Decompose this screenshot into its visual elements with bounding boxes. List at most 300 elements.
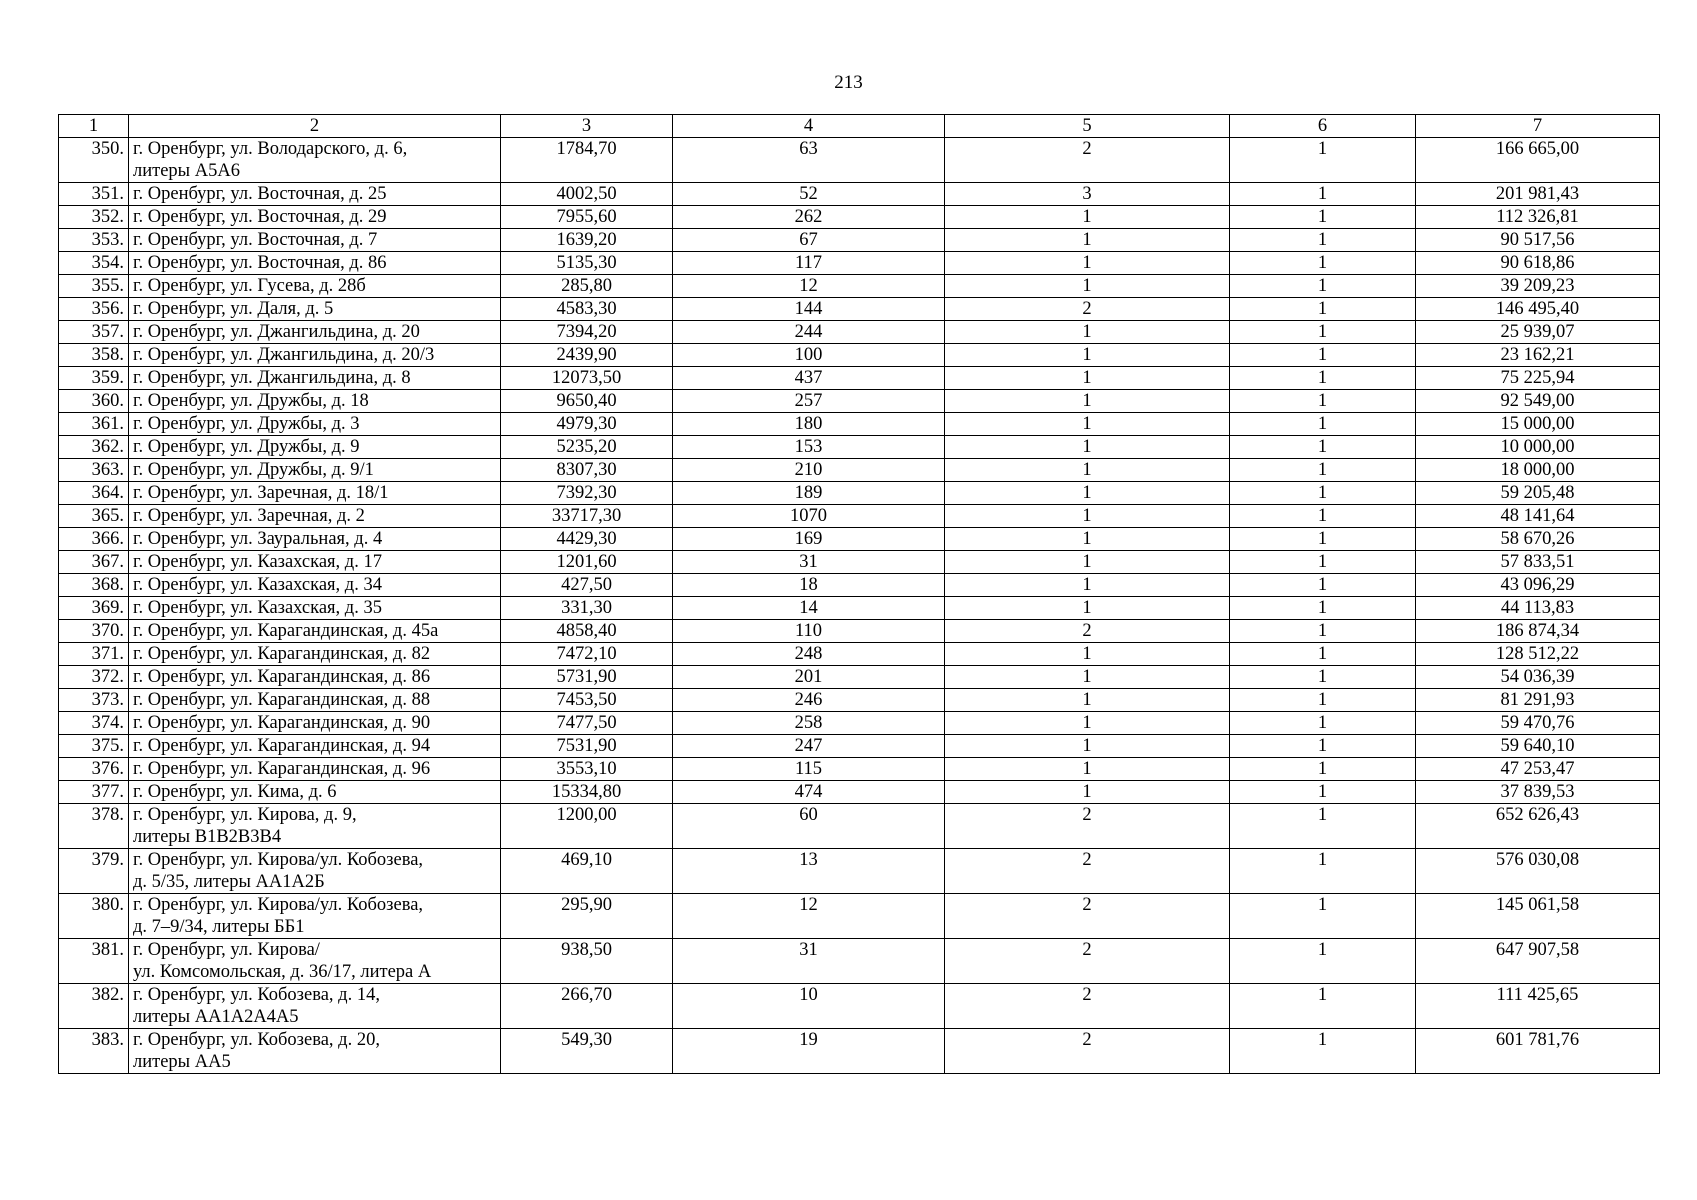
col7-cell: 112 326,81: [1416, 206, 1660, 229]
col3-cell: 8307,30: [501, 459, 673, 482]
col3-cell: 7472,10: [501, 643, 673, 666]
col4-cell: 1070: [673, 505, 945, 528]
col4-cell: 257: [673, 390, 945, 413]
table-row: [59, 735, 1660, 758]
header-cell-4: 4: [673, 115, 945, 138]
col5-cell: 2: [945, 984, 1230, 1029]
col5-cell: 1: [945, 413, 1230, 436]
col5-cell: 1: [945, 781, 1230, 804]
col7-cell: 25 939,07: [1416, 321, 1660, 344]
row-number-cell: 365.: [59, 505, 129, 528]
col7-cell: 44 113,83: [1416, 597, 1660, 620]
col7-cell: 201 981,43: [1416, 183, 1660, 206]
col3-cell: 2439,90: [501, 344, 673, 367]
col6-cell: 1: [1230, 939, 1416, 984]
col6-cell: 1: [1230, 689, 1416, 712]
col5-cell: 1: [945, 206, 1230, 229]
address-cell: [129, 849, 501, 894]
col6-cell: 1: [1230, 551, 1416, 574]
row-number-cell: 372.: [59, 666, 129, 689]
address-cell: [129, 551, 501, 574]
row-number-cell: 366.: [59, 528, 129, 551]
col6-cell: 1: [1230, 849, 1416, 894]
page-number: 213: [834, 72, 863, 93]
address-cell: [129, 689, 501, 712]
header-cell-5: 5: [945, 115, 1230, 138]
col3-cell: 12073,50: [501, 367, 673, 390]
col7-cell: 59 205,48: [1416, 482, 1660, 505]
col3-cell: 4002,50: [501, 183, 673, 206]
col4-cell: 437: [673, 367, 945, 390]
address-cell: [129, 574, 501, 597]
address-cell: [129, 712, 501, 735]
col7-cell: 90 618,86: [1416, 252, 1660, 275]
address-line: г. Оренбург, ул. Джангильдина, д. 20: [133, 322, 420, 342]
address-line: г. Оренбург, ул. Казахская, д. 17: [133, 552, 382, 572]
col5-cell: 1: [945, 344, 1230, 367]
col6-cell: 1: [1230, 643, 1416, 666]
col7-cell: 186 874,34: [1416, 620, 1660, 643]
col7-cell: 59 640,10: [1416, 735, 1660, 758]
row-number-cell: 350.: [59, 138, 129, 183]
address-line-continued: ул. Комсомольская, д. 36/17, литера А: [133, 962, 432, 982]
table-row: [59, 781, 1660, 804]
row-number-cell: 374.: [59, 712, 129, 735]
col4-cell: 31: [673, 551, 945, 574]
header-cell-1: 1: [59, 115, 129, 138]
col4-cell: 67: [673, 229, 945, 252]
col5-cell: 1: [945, 367, 1230, 390]
address-cell: [129, 275, 501, 298]
row-number-cell: 380.: [59, 894, 129, 939]
col6-cell: 1: [1230, 1029, 1416, 1074]
col4-cell: 144: [673, 298, 945, 321]
col6-cell: 1: [1230, 275, 1416, 298]
col4-cell: 63: [673, 138, 945, 183]
col3-cell: 7477,50: [501, 712, 673, 735]
address-cell: [129, 781, 501, 804]
col4-cell: 169: [673, 528, 945, 551]
address-cell: [129, 183, 501, 206]
table-row: [59, 344, 1660, 367]
col6-cell: 1: [1230, 666, 1416, 689]
col5-cell: 1: [945, 528, 1230, 551]
col6-cell: 1: [1230, 597, 1416, 620]
col3-cell: 7453,50: [501, 689, 673, 712]
col7-cell: 128 512,22: [1416, 643, 1660, 666]
row-number-cell: 358.: [59, 344, 129, 367]
address-line: г. Оренбург, ул. Казахская, д. 35: [133, 598, 382, 618]
col4-cell: 117: [673, 252, 945, 275]
col5-cell: 1: [945, 666, 1230, 689]
address-line: г. Оренбург, ул. Джангильдина, д. 20/3: [133, 345, 435, 365]
address-line: г. Оренбург, ул. Восточная, д. 86: [133, 253, 387, 273]
col4-cell: 474: [673, 781, 945, 804]
row-number-cell: 357.: [59, 321, 129, 344]
address-cell: [129, 298, 501, 321]
address-line: г. Оренбург, ул. Карагандинская, д. 96: [133, 759, 431, 779]
row-number-cell: 376.: [59, 758, 129, 781]
table-row: [59, 894, 1660, 939]
col4-cell: 153: [673, 436, 945, 459]
table-row: [59, 390, 1660, 413]
col5-cell: 2: [945, 138, 1230, 183]
address-cell: [129, 413, 501, 436]
col5-cell: 2: [945, 939, 1230, 984]
col7-cell: 90 517,56: [1416, 229, 1660, 252]
address-cell: [129, 229, 501, 252]
col4-cell: 100: [673, 344, 945, 367]
col3-cell: 266,70: [501, 984, 673, 1029]
col7-cell: 576 030,08: [1416, 849, 1660, 894]
col6-cell: 1: [1230, 482, 1416, 505]
col4-cell: 10: [673, 984, 945, 1029]
col5-cell: 1: [945, 390, 1230, 413]
col7-cell: 10 000,00: [1416, 436, 1660, 459]
row-number-cell: 364.: [59, 482, 129, 505]
row-number-cell: 375.: [59, 735, 129, 758]
col3-cell: 4979,30: [501, 413, 673, 436]
row-number-cell: 355.: [59, 275, 129, 298]
col5-cell: 2: [945, 894, 1230, 939]
col7-cell: 146 495,40: [1416, 298, 1660, 321]
row-number-cell: 379.: [59, 849, 129, 894]
col3-cell: 7955,60: [501, 206, 673, 229]
address-line: г. Оренбург, ул. Заречная, д. 2: [133, 506, 365, 526]
col3-cell: 33717,30: [501, 505, 673, 528]
col7-cell: 75 225,94: [1416, 367, 1660, 390]
col4-cell: 210: [673, 459, 945, 482]
col6-cell: 1: [1230, 804, 1416, 849]
address-line: г. Оренбург, ул. Восточная, д. 29: [133, 207, 387, 227]
col5-cell: 1: [945, 459, 1230, 482]
address-line: г. Оренбург, ул. Зауральная, д. 4: [133, 529, 383, 549]
row-number-cell: 369.: [59, 597, 129, 620]
col4-cell: 14: [673, 597, 945, 620]
col7-cell: 59 470,76: [1416, 712, 1660, 735]
address-cell: [129, 984, 501, 1029]
col4-cell: 31: [673, 939, 945, 984]
address-cell: [129, 206, 501, 229]
col5-cell: 1: [945, 482, 1230, 505]
col5-cell: 1: [945, 275, 1230, 298]
table-row: [59, 939, 1660, 984]
header-cell-2: 2: [129, 115, 501, 138]
address-cell: [129, 459, 501, 482]
col7-cell: 47 253,47: [1416, 758, 1660, 781]
row-number-cell: 353.: [59, 229, 129, 252]
col4-cell: 13: [673, 849, 945, 894]
address-line-continued: д. 7–9/34, литеры ББ1: [133, 917, 305, 937]
address-line: г. Оренбург, ул. Казахская, д. 34: [133, 575, 382, 595]
table-row: [59, 275, 1660, 298]
address-cell: [129, 620, 501, 643]
row-number-cell: 383.: [59, 1029, 129, 1074]
address-cell: [129, 758, 501, 781]
header-cell-6: 6: [1230, 115, 1416, 138]
col6-cell: 1: [1230, 459, 1416, 482]
col6-cell: 1: [1230, 436, 1416, 459]
address-cell: [129, 643, 501, 666]
address-line: г. Оренбург, ул. Карагандинская, д. 94: [133, 736, 431, 756]
col4-cell: 244: [673, 321, 945, 344]
col3-cell: 1200,00: [501, 804, 673, 849]
col3-cell: 15334,80: [501, 781, 673, 804]
row-number-cell: 351.: [59, 183, 129, 206]
address-cell: [129, 939, 501, 984]
address-cell: [129, 344, 501, 367]
col6-cell: 1: [1230, 229, 1416, 252]
col7-cell: 111 425,65: [1416, 984, 1660, 1029]
address-line: г. Оренбург, ул. Джангильдина, д. 8: [133, 368, 411, 388]
table-row: [59, 436, 1660, 459]
address-cell: [129, 367, 501, 390]
col6-cell: 1: [1230, 758, 1416, 781]
col3-cell: 549,30: [501, 1029, 673, 1074]
table-row: [59, 229, 1660, 252]
col4-cell: 19: [673, 1029, 945, 1074]
table-row: [59, 666, 1660, 689]
col5-cell: 1: [945, 597, 1230, 620]
address-line: г. Оренбург, ул. Карагандинская, д. 45а: [133, 621, 439, 641]
col6-cell: 1: [1230, 505, 1416, 528]
col4-cell: 248: [673, 643, 945, 666]
address-line: г. Оренбург, ул. Карагандинская, д. 82: [133, 644, 431, 664]
col6-cell: 1: [1230, 138, 1416, 183]
col6-cell: 1: [1230, 781, 1416, 804]
table-row: [59, 505, 1660, 528]
row-number-cell: 352.: [59, 206, 129, 229]
address-line: г. Оренбург, ул. Дружбы, д. 9/1: [133, 460, 374, 480]
col3-cell: 5135,30: [501, 252, 673, 275]
header-cell-7: 7: [1416, 115, 1660, 138]
col4-cell: 18: [673, 574, 945, 597]
col3-cell: 1784,70: [501, 138, 673, 183]
address-line: г. Оренбург, ул. Кирова/: [133, 940, 320, 960]
table-header: [59, 115, 1660, 138]
address-cell: [129, 894, 501, 939]
address-line: г. Оренбург, ул. Заречная, д. 18/1: [133, 483, 389, 503]
row-number-cell: 356.: [59, 298, 129, 321]
col4-cell: 258: [673, 712, 945, 735]
row-number-cell: 377.: [59, 781, 129, 804]
col5-cell: 2: [945, 1029, 1230, 1074]
col5-cell: 1: [945, 252, 1230, 275]
col6-cell: 1: [1230, 367, 1416, 390]
address-line: г. Оренбург, ул. Восточная, д. 7: [133, 230, 378, 250]
col7-cell: 23 162,21: [1416, 344, 1660, 367]
col5-cell: 1: [945, 643, 1230, 666]
address-line: г. Оренбург, ул. Кирова/ул. Кобозева,: [133, 850, 424, 870]
col4-cell: 12: [673, 275, 945, 298]
header-cell-3: 3: [501, 115, 673, 138]
address-line: г. Оренбург, ул. Восточная, д. 25: [133, 184, 387, 204]
col5-cell: 1: [945, 758, 1230, 781]
table-row: [59, 183, 1660, 206]
col6-cell: 1: [1230, 735, 1416, 758]
address-line: г. Оренбург, ул. Карагандинская, д. 90: [133, 713, 431, 733]
col5-cell: 1: [945, 229, 1230, 252]
row-number-cell: 359.: [59, 367, 129, 390]
col4-cell: 115: [673, 758, 945, 781]
address-line-continued: литеры В1В2В3В4: [133, 827, 282, 847]
col7-cell: 39 209,23: [1416, 275, 1660, 298]
col5-cell: 1: [945, 505, 1230, 528]
table-row: [59, 1029, 1660, 1074]
col3-cell: 5731,90: [501, 666, 673, 689]
col3-cell: 285,80: [501, 275, 673, 298]
col3-cell: 1201,60: [501, 551, 673, 574]
col6-cell: 1: [1230, 894, 1416, 939]
col7-cell: 58 670,26: [1416, 528, 1660, 551]
col6-cell: 1: [1230, 574, 1416, 597]
col4-cell: 110: [673, 620, 945, 643]
address-line: г. Оренбург, ул. Кобозева, д. 14,: [133, 985, 380, 1005]
col6-cell: 1: [1230, 984, 1416, 1029]
col4-cell: 180: [673, 413, 945, 436]
address-cell: [129, 321, 501, 344]
col4-cell: 60: [673, 804, 945, 849]
col7-cell: 652 626,43: [1416, 804, 1660, 849]
col3-cell: 295,90: [501, 894, 673, 939]
address-line: г. Оренбург, ул. Гусева, д. 28б: [133, 276, 366, 296]
col7-cell: 145 061,58: [1416, 894, 1660, 939]
col5-cell: 3: [945, 183, 1230, 206]
col3-cell: 938,50: [501, 939, 673, 984]
table-row: [59, 367, 1660, 390]
row-number-cell: 382.: [59, 984, 129, 1029]
col7-cell: 57 833,51: [1416, 551, 1660, 574]
col7-cell: 647 907,58: [1416, 939, 1660, 984]
col7-cell: 92 549,00: [1416, 390, 1660, 413]
col4-cell: 246: [673, 689, 945, 712]
table-row: [59, 298, 1660, 321]
col3-cell: 5235,20: [501, 436, 673, 459]
col6-cell: 1: [1230, 528, 1416, 551]
col5-cell: 2: [945, 804, 1230, 849]
row-number-cell: 368.: [59, 574, 129, 597]
col4-cell: 12: [673, 894, 945, 939]
col4-cell: 52: [673, 183, 945, 206]
table-row: [59, 620, 1660, 643]
col3-cell: 1639,20: [501, 229, 673, 252]
address-cell: [129, 528, 501, 551]
row-number-cell: 363.: [59, 459, 129, 482]
col3-cell: 4858,40: [501, 620, 673, 643]
col7-cell: 18 000,00: [1416, 459, 1660, 482]
address-cell: [129, 390, 501, 413]
col4-cell: 189: [673, 482, 945, 505]
address-line: г. Оренбург, ул. Кобозева, д. 20,: [133, 1030, 380, 1050]
col6-cell: 1: [1230, 620, 1416, 643]
col3-cell: 7394,20: [501, 321, 673, 344]
col4-cell: 262: [673, 206, 945, 229]
address-cell: [129, 138, 501, 183]
table-body: [59, 138, 1660, 1074]
col3-cell: 331,30: [501, 597, 673, 620]
col6-cell: 1: [1230, 206, 1416, 229]
col6-cell: 1: [1230, 390, 1416, 413]
col3-cell: 9650,40: [501, 390, 673, 413]
col3-cell: 4429,30: [501, 528, 673, 551]
col7-cell: 48 141,64: [1416, 505, 1660, 528]
col3-cell: 469,10: [501, 849, 673, 894]
table-row: [59, 643, 1660, 666]
table-row: [59, 459, 1660, 482]
col5-cell: 2: [945, 849, 1230, 894]
address-line: г. Оренбург, ул. Дружбы, д. 3: [133, 414, 360, 434]
col5-cell: 2: [945, 298, 1230, 321]
address-line: г. Оренбург, ул. Даля, д. 5: [133, 299, 334, 319]
col3-cell: 7531,90: [501, 735, 673, 758]
address-line-continued: литеры А5А6: [133, 161, 240, 181]
table-row: [59, 413, 1660, 436]
col6-cell: 1: [1230, 252, 1416, 275]
row-number-cell: 373.: [59, 689, 129, 712]
row-number-cell: 362.: [59, 436, 129, 459]
row-number-cell: 354.: [59, 252, 129, 275]
address-line: г. Оренбург, ул. Дружбы, д. 18: [133, 391, 369, 411]
table-row: [59, 597, 1660, 620]
table-row: [59, 689, 1660, 712]
col7-cell: 37 839,53: [1416, 781, 1660, 804]
address-cell: [129, 482, 501, 505]
table-row: [59, 849, 1660, 894]
address-line: г. Оренбург, ул. Кима, д. 6: [133, 782, 337, 802]
table-row: [59, 482, 1660, 505]
col5-cell: 1: [945, 735, 1230, 758]
row-number-cell: 370.: [59, 620, 129, 643]
address-line: г. Оренбург, ул. Кирова, д. 9,: [133, 805, 357, 825]
table-row: [59, 551, 1660, 574]
header-row: [59, 115, 1660, 138]
col5-cell: 1: [945, 436, 1230, 459]
col4-cell: 201: [673, 666, 945, 689]
table-row: [59, 758, 1660, 781]
col3-cell: 7392,30: [501, 482, 673, 505]
table-row: [59, 574, 1660, 597]
row-number-cell: 371.: [59, 643, 129, 666]
table-row: [59, 712, 1660, 735]
col6-cell: 1: [1230, 712, 1416, 735]
table-row: [59, 138, 1660, 183]
col7-cell: 81 291,93: [1416, 689, 1660, 712]
col6-cell: 1: [1230, 183, 1416, 206]
address-cell: [129, 436, 501, 459]
col5-cell: 1: [945, 689, 1230, 712]
address-cell: [129, 597, 501, 620]
table-row: [59, 321, 1660, 344]
address-line: г. Оренбург, ул. Володарского, д. 6,: [133, 139, 408, 159]
address-line: г. Оренбург, ул. Дружбы, д. 9: [133, 437, 360, 457]
col3-cell: 427,50: [501, 574, 673, 597]
table-row: [59, 206, 1660, 229]
col5-cell: 1: [945, 712, 1230, 735]
col7-cell: 601 781,76: [1416, 1029, 1660, 1074]
address-line-continued: литеры АА1А2А4А5: [133, 1007, 299, 1027]
col7-cell: 43 096,29: [1416, 574, 1660, 597]
address-cell: [129, 804, 501, 849]
address-line-continued: литеры АА5: [133, 1052, 231, 1072]
table-row: [59, 252, 1660, 275]
col6-cell: 1: [1230, 298, 1416, 321]
col6-cell: 1: [1230, 344, 1416, 367]
col7-cell: 15 000,00: [1416, 413, 1660, 436]
table-row: [59, 984, 1660, 1029]
col6-cell: 1: [1230, 413, 1416, 436]
col3-cell: 4583,30: [501, 298, 673, 321]
address-cell: [129, 1029, 501, 1074]
